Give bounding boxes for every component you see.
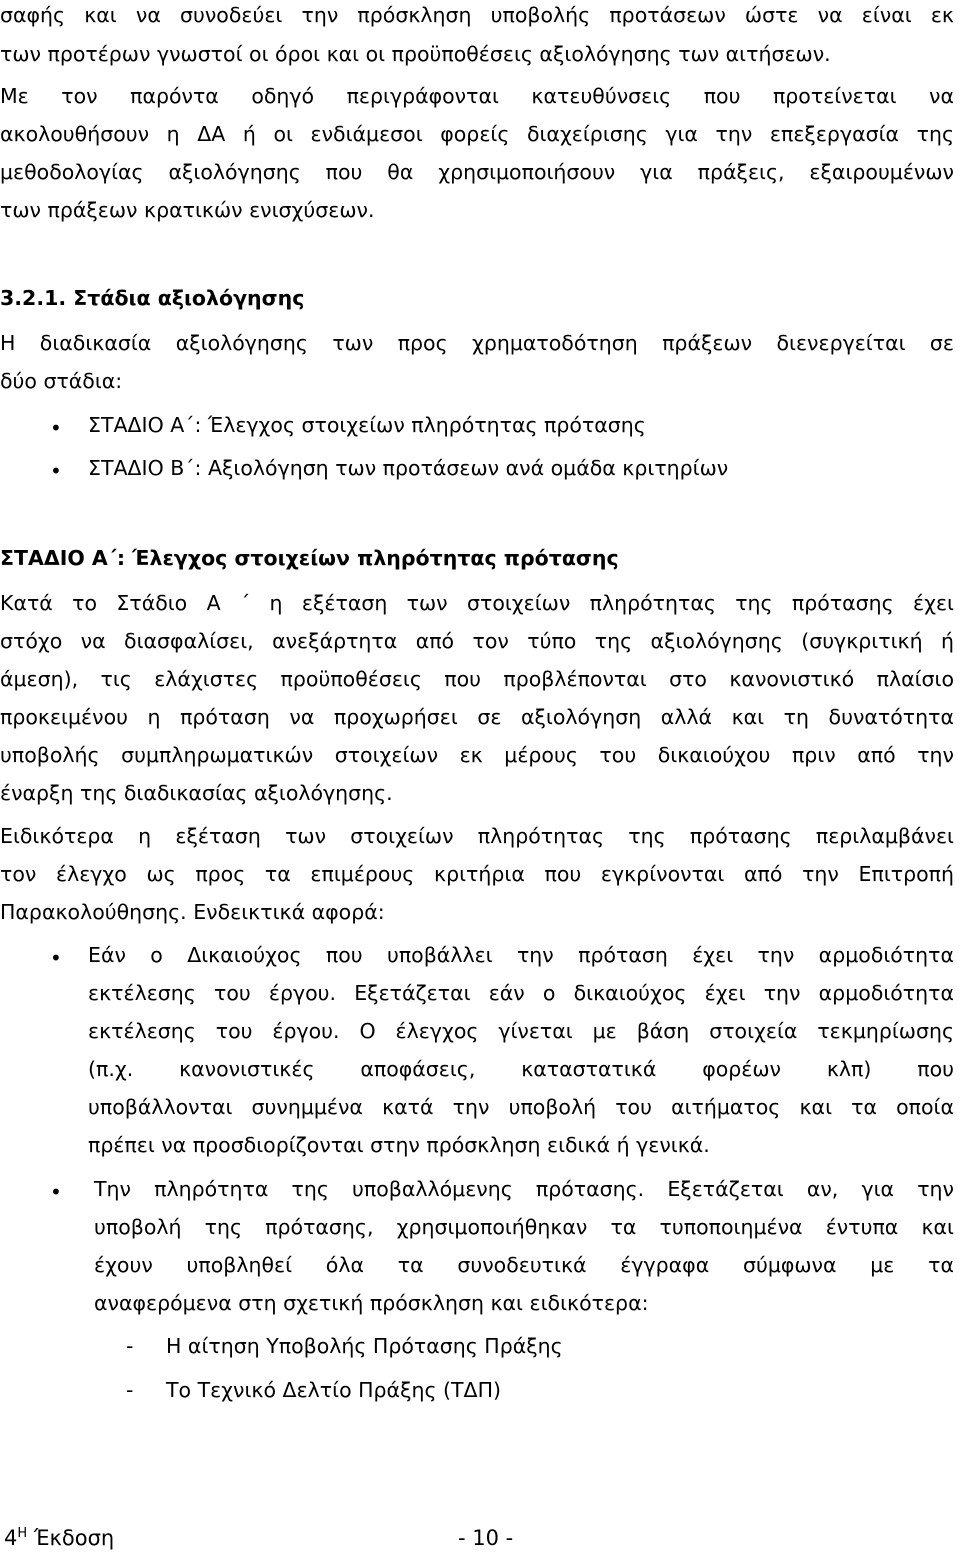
bullet2-line: υποβολή της πρότασης, χρησιμοποιήθηκαν τα τυποποιημένα έντυπα και (94, 1215, 954, 1239)
dash-icon: - (126, 1334, 134, 1358)
stage-a-para2-line: Παρακολούθησης. Ενδεικτικά αφορά: (0, 900, 385, 924)
bullet-icon: • (50, 1180, 62, 1204)
edition-superscript: Η (17, 1526, 28, 1541)
intro-line: των προτέρων γνωστοί οι όροι και οι προϋποθέσεις αξιολόγησης των αιτήσεων. (0, 42, 831, 66)
dash-item: Η αίτηση Υποβολής Πρότασης Πράξης (166, 1334, 563, 1358)
bullet-icon: • (50, 946, 62, 970)
stage-a-para1-line: άμεση), τις ελάχιστες προϋποθέσεις που προβλέπονται στο κανονιστικό πλαίσιο (0, 667, 954, 691)
bullet2-line: αναφερόμενα στη σχετική πρόσκληση και ειδικότερα: (94, 1291, 649, 1315)
stage-list-item: ΣΤΑΔΙΟ Α΄: Έλεγχος στοιχείων πληρότητας πρότασης (88, 413, 646, 437)
stage-a-para1-line: προκειμένου η πρόταση να προχωρήσει σε αξιολόγηση αλλά και τη δυνατότητα (0, 705, 954, 729)
bullet1-line: (π.χ. κανονιστικές αποφάσεις, καταστατικά φορέων κλπ) που (88, 1057, 954, 1081)
edition-word: Έκδοση (33, 1526, 115, 1550)
stage-a-para2-line: Ειδικότερα η εξέταση των στοιχείων πληρότητας της πρότασης περιλαμβάνει (0, 824, 954, 848)
bullet1-line: πρέπει να προσδιορίζονται στην πρόσκληση ειδικά ή γενικά. (88, 1133, 710, 1157)
bullet1-line: εκτέλεσης του έργου. Εξετάζεται εάν ο δικαιούχος έχει την αρμοδιότητα (88, 981, 954, 1005)
intro-line: Με τον παρόντα οδηγό περιγράφονται κατευθύνσεις που προτείνεται να (0, 84, 954, 108)
bullet1-line: Εάν ο Δικαιούχος που υποβάλλει την πρόταση έχει την αρμοδιότητα (88, 943, 954, 967)
bullet-icon: • (50, 459, 62, 483)
stage-a-para1-line: στόχο να διασφαλίσει, ανεξάρτητα από τον τύπο της αξιολόγησης (συγκριτική ή (0, 629, 954, 653)
stage-a-para1-line: υποβολής συμπληρωματικών στοιχείων εκ μέρους του δικαιούχου πριν από την (0, 743, 954, 767)
stage-a-heading: ΣΤΑΔΙΟ Α΄: Έλεγχος στοιχείων πληρότητας πρότασης (0, 546, 619, 570)
bullet2-line: Την πληρότητα της υποβαλλόμενης πρότασης. Εξετάζεται αν, για την (94, 1177, 954, 1201)
page-number: - 10 - (458, 1526, 514, 1550)
stage-list-item: ΣΤΑΔΙΟ Β΄: Αξιολόγηση των προτάσεων ανά ομάδα κριτηρίων (88, 456, 729, 480)
dash-item: Το Τεχνικό Δελτίο Πράξης (ΤΔΠ) (166, 1378, 501, 1402)
intro-line: σαφής και να συνοδεύει την πρόσκληση υποβολής προτάσεων ώστε να είναι εκ (0, 3, 954, 27)
footer-edition (4, 1528, 114, 1549)
stage-a-para1-line: Κατά το Στάδιο Α ΄ η εξέταση των στοιχείων πληρότητας της πρότασης έχει (0, 591, 954, 615)
bullet2-line: έχουν υποβληθεί όλα τα συνοδευτικά έγγραφα σύμφωνα με τα (94, 1253, 954, 1277)
section-intro-line: Η διαδικασία αξιολόγησης των προς χρηματοδότηση πράξεων διενεργείται σε (0, 331, 954, 355)
bullet1-line: εκτέλεσης του έργου. Ο έλεγχος γίνεται με βάση στοιχεία τεκμηρίωσης (88, 1019, 954, 1043)
dash-icon: - (126, 1378, 134, 1402)
stage-a-para2-line: τον έλεγχο ως προς τα επιμέρους κριτήρια που εγκρίνονται από την Επιτροπή (0, 862, 954, 886)
intro-line: των πράξεων κρατικών ενισχύσεων. (0, 198, 375, 222)
edition-number: 4 (4, 1526, 18, 1550)
intro-line: μεθοδολογίας αξιολόγησης που θα χρησιμοποιήσουν για πράξεις, εξαιρουμένων (0, 160, 954, 184)
bullet-icon: • (50, 416, 62, 440)
section-heading: 3.2.1. Στάδια αξιολόγησης (0, 286, 305, 310)
intro-line: ακολουθήσουν η ΔΑ ή οι ενδιάμεσοι φορείς διαχείρισης για την επεξεργασία της (0, 122, 954, 146)
bullet1-line: υποβάλλονται συνημμένα κατά την υποβολή του αιτήματος και τα οποία (88, 1095, 954, 1119)
section-intro-line: δύο στάδια: (0, 369, 123, 393)
stage-a-para1-line: έναρξη της διαδικασίας αξιολόγησης. (0, 781, 393, 805)
